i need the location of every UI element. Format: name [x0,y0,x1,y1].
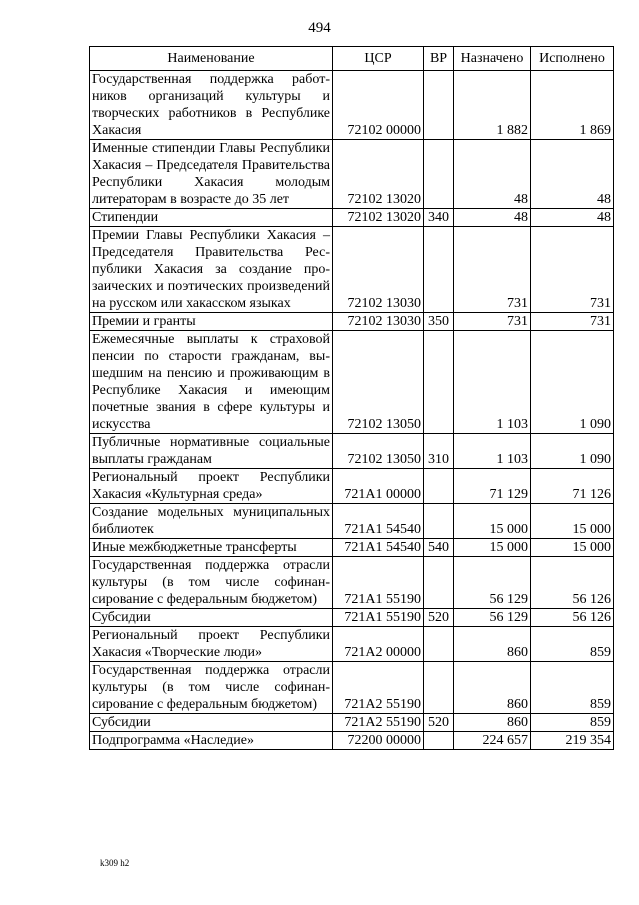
cell-name: Региональный проект Республики Хакасия «Творческие люди» [90,627,333,662]
table-row [90,627,614,662]
cell-name: Стипендии [90,209,333,227]
table-row [90,557,614,609]
table-row [90,539,614,557]
cell-vr [424,504,454,539]
table-body [90,71,614,750]
cell-name: Премии и гранты [90,313,333,331]
budget-table [89,46,614,750]
footer-code: k309 h2 [100,858,130,868]
table-row [90,469,614,504]
table-row [90,209,614,227]
cell-assigned: 48 [454,140,531,209]
cell-executed: 15 000 [531,539,614,557]
cell-assigned: 731 [454,313,531,331]
cell-csr: 721A1 55190 [333,609,424,627]
cell-name: Премии Главы Республики Хакасия – Председателя Правительства Республики Хакасия за создание прозаических и поэтических произведений на русском или хакасском языках [90,227,333,313]
cell-vr [424,627,454,662]
table-row [90,504,614,539]
header-vr: ВР [424,47,454,71]
cell-assigned: 731 [454,227,531,313]
cell-assigned: 860 [454,662,531,714]
cell-vr [424,140,454,209]
cell-csr: 72102 13050 [333,331,424,434]
cell-csr: 721A2 55190 [333,662,424,714]
table-row [90,662,614,714]
cell-assigned: 224 657 [454,732,531,750]
table-row [90,140,614,209]
cell-name: Публичные нормативные социальные выплаты гражданам [90,434,333,469]
cell-name: Подпрограмма «Наследие» [90,732,333,750]
cell-name: Иные межбюджетные трансферты [90,539,333,557]
cell-csr: 721A1 54540 [333,539,424,557]
cell-csr: 721A1 00000 [333,469,424,504]
cell-executed: 71 126 [531,469,614,504]
cell-executed: 859 [531,662,614,714]
cell-vr [424,227,454,313]
cell-name: Региональный проект Республики Хакасия «Культурная среда» [90,469,333,504]
table-row [90,313,614,331]
cell-name: Именные стипендии Главы Республики Хакасия – Председателя Правительства Республики Хакасия молодым литераторам в возрасте до 35 лет [90,140,333,209]
cell-vr: 310 [424,434,454,469]
cell-name: Субсидии [90,609,333,627]
table-row [90,714,614,732]
header-executed: Исполнено [531,47,614,71]
cell-executed: 1 869 [531,71,614,140]
cell-executed: 56 126 [531,557,614,609]
table-row [90,71,614,140]
cell-csr: 721A1 55190 [333,557,424,609]
cell-assigned: 15 000 [454,504,531,539]
cell-vr: 520 [424,609,454,627]
table-header-row [90,47,614,71]
cell-assigned: 56 129 [454,557,531,609]
page-number: 494 [308,20,331,36]
table-row [90,434,614,469]
cell-name: Государственная поддержка отрасли культуры (в том числе софинансирование с федеральным бюджетом) [90,557,333,609]
cell-executed: 48 [531,209,614,227]
cell-assigned: 71 129 [454,469,531,504]
cell-name: Ежемесячные выплаты к страховой пенсии по старости гражданам, вышедшим на пенсию и проживающим в Республике Хакасия и имеющим почетные звания в сфере культуры и искусства [90,331,333,434]
cell-assigned: 860 [454,714,531,732]
cell-executed: 731 [531,227,614,313]
cell-executed: 48 [531,140,614,209]
header-csr: ЦСР [333,47,424,71]
cell-csr: 72200 00000 [333,732,424,750]
cell-assigned: 1 882 [454,71,531,140]
table-row [90,609,614,627]
cell-executed: 219 354 [531,732,614,750]
cell-executed: 731 [531,313,614,331]
cell-name: Создание модельных муниципальных библиотек [90,504,333,539]
cell-vr: 350 [424,313,454,331]
cell-name: Государственная поддержка отрасли культуры (в том числе софинансирование с федеральным бюджетом) [90,662,333,714]
cell-vr [424,469,454,504]
header-assigned: Назначено [454,47,531,71]
cell-vr: 540 [424,539,454,557]
cell-csr: 72102 13030 [333,313,424,331]
cell-csr: 72102 00000 [333,71,424,140]
cell-assigned: 56 129 [454,609,531,627]
cell-executed: 15 000 [531,504,614,539]
table-row [90,732,614,750]
table-row [90,227,614,313]
cell-csr: 72102 13020 [333,209,424,227]
table-row [90,331,614,434]
cell-csr: 72102 13030 [333,227,424,313]
cell-vr: 520 [424,714,454,732]
cell-assigned: 1 103 [454,331,531,434]
cell-name: Субсидии [90,714,333,732]
cell-assigned: 1 103 [454,434,531,469]
cell-vr [424,557,454,609]
cell-vr [424,71,454,140]
cell-vr: 340 [424,209,454,227]
cell-vr [424,662,454,714]
cell-assigned: 860 [454,627,531,662]
cell-executed: 859 [531,627,614,662]
cell-executed: 859 [531,714,614,732]
cell-csr: 721A2 00000 [333,627,424,662]
cell-vr [424,732,454,750]
cell-executed: 1 090 [531,331,614,434]
cell-csr: 72102 13020 [333,140,424,209]
cell-assigned: 15 000 [454,539,531,557]
cell-assigned: 48 [454,209,531,227]
cell-csr: 721A2 55190 [333,714,424,732]
cell-vr [424,331,454,434]
cell-executed: 1 090 [531,434,614,469]
cell-executed: 56 126 [531,609,614,627]
header-name: Наименование [90,47,333,71]
cell-csr: 72102 13050 [333,434,424,469]
cell-name: Государственная поддержка работников организаций культуры и творческих работников в Республике Хакасия [90,71,333,140]
cell-csr: 721A1 54540 [333,504,424,539]
